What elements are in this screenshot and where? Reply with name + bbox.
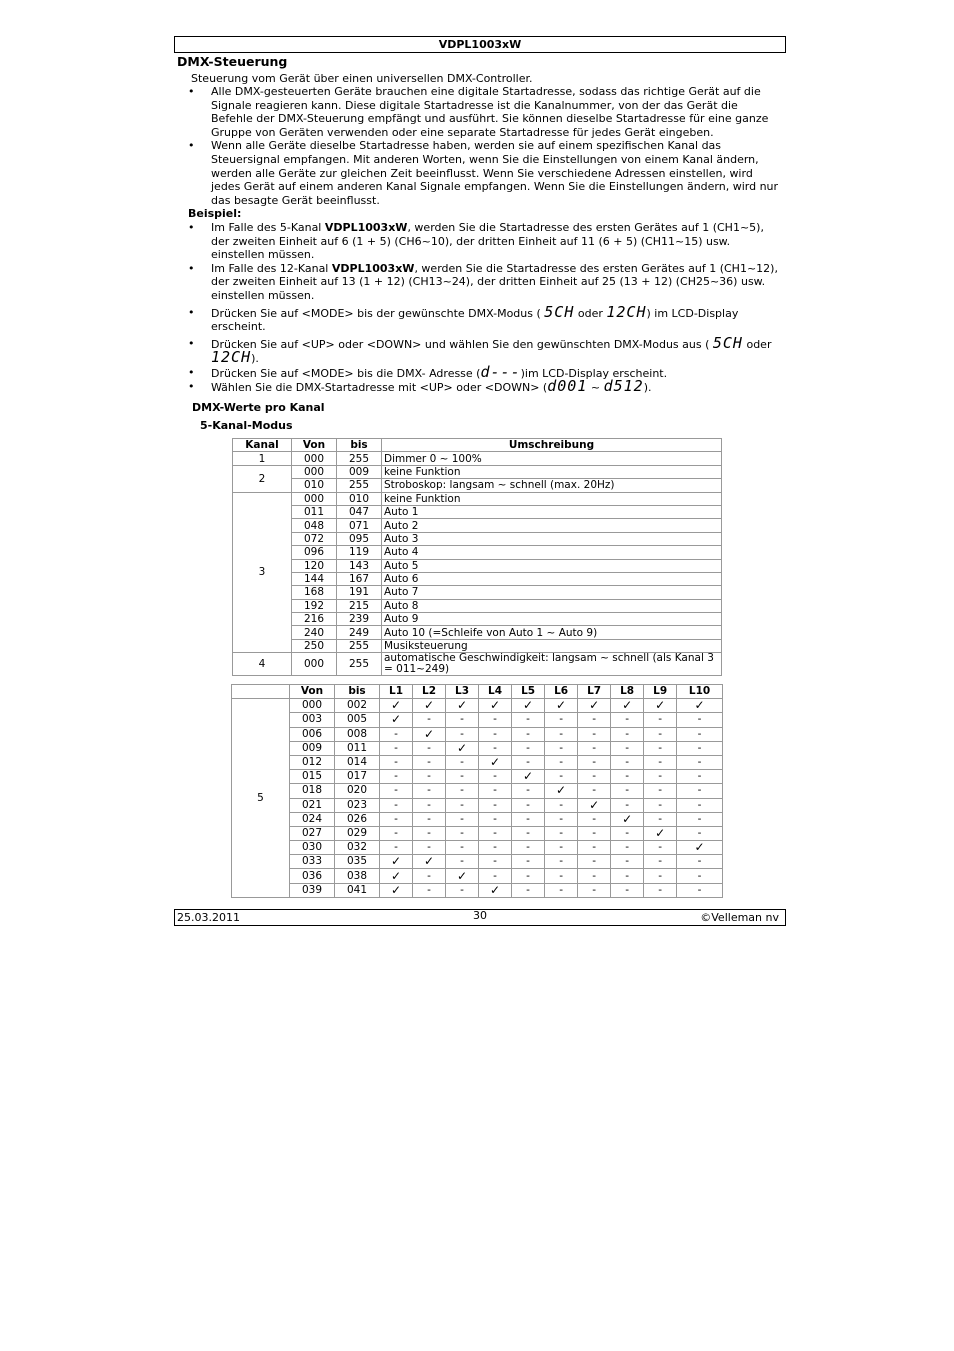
bullet-example-5ch: • Im Falle des 5-Kanal VDPL1003xW, werden Sie die Startadresse des ersten Gerätes auf 1 (CH1~5), der zweiten Einheit auf 6 (1 + 5) (CH6~10), der dritten Einheit auf 11 (6 + 5) (CH11~15) usw. einstellen müssen. bbox=[188, 221, 783, 262]
lamp-cell: - bbox=[413, 755, 446, 769]
channel5-table bbox=[231, 684, 723, 898]
lamp-cell: - bbox=[611, 770, 644, 784]
lamp-cell: - bbox=[677, 727, 723, 741]
lamp-cell: - bbox=[413, 883, 446, 897]
von-cell: 000 bbox=[292, 465, 337, 478]
lamp-cell: ✓ bbox=[413, 727, 446, 741]
table-row bbox=[233, 559, 722, 572]
table-row bbox=[233, 479, 722, 492]
bis-cell: 167 bbox=[337, 572, 382, 585]
bullet-step-start: • Wählen Sie die DMX-Startadresse mit <UP> oder <DOWN> (d001 ~ d512). bbox=[188, 380, 783, 395]
bis-cell: 032 bbox=[335, 841, 380, 855]
von-cell: 192 bbox=[292, 599, 337, 612]
lamp-cell: - bbox=[479, 727, 512, 741]
von-cell: 018 bbox=[290, 784, 335, 798]
lamp-cell: - bbox=[446, 770, 479, 784]
table-row bbox=[232, 755, 723, 769]
lamp-cell: - bbox=[479, 841, 512, 855]
table-row bbox=[233, 519, 722, 532]
lamp-cell: - bbox=[446, 727, 479, 741]
lamp-cell: ✓ bbox=[512, 699, 545, 713]
description-cell: keine Funktion bbox=[382, 465, 722, 478]
lamp-cell: - bbox=[413, 841, 446, 855]
lamp-cell: - bbox=[380, 826, 413, 840]
bis-cell: 255 bbox=[337, 452, 382, 465]
bis-cell: 047 bbox=[337, 505, 382, 518]
lamp-cell: - bbox=[512, 784, 545, 798]
bis-cell: 038 bbox=[335, 869, 380, 883]
lamp-cell: - bbox=[644, 798, 677, 812]
lamp-cell: - bbox=[677, 784, 723, 798]
lamp-cell: - bbox=[677, 855, 723, 869]
lamp-cell: - bbox=[479, 826, 512, 840]
description-cell: Auto 3 bbox=[382, 532, 722, 545]
lamp-cell: ✓ bbox=[644, 826, 677, 840]
kanal-cell: 4 bbox=[233, 653, 292, 676]
table-header: Von bbox=[290, 685, 335, 699]
lamp-cell: - bbox=[512, 798, 545, 812]
table-header: Von bbox=[292, 439, 337, 452]
lamp-cell: - bbox=[545, 883, 578, 897]
table-row bbox=[233, 505, 722, 518]
table-row bbox=[233, 492, 722, 505]
von-cell: 000 bbox=[292, 492, 337, 505]
table-row bbox=[232, 855, 723, 869]
bis-cell: 029 bbox=[335, 826, 380, 840]
lamp-cell: - bbox=[545, 798, 578, 812]
bis-cell: 071 bbox=[337, 519, 382, 532]
table-row bbox=[233, 653, 722, 676]
lcd-12ch: 12CH bbox=[606, 302, 647, 321]
lcd-5ch: 5CH bbox=[544, 302, 575, 321]
kanal-cell: 1 bbox=[233, 452, 292, 465]
table-row bbox=[233, 452, 722, 465]
lamp-cell: - bbox=[479, 869, 512, 883]
von-cell: 030 bbox=[290, 841, 335, 855]
von-cell: 039 bbox=[290, 883, 335, 897]
von-cell: 144 bbox=[292, 572, 337, 585]
table-row bbox=[232, 713, 723, 727]
table-header: L10 bbox=[677, 685, 723, 699]
lamp-cell: - bbox=[611, 784, 644, 798]
table-header: L5 bbox=[512, 685, 545, 699]
von-cell: 006 bbox=[290, 727, 335, 741]
lamp-cell: - bbox=[512, 841, 545, 855]
bis-cell: 002 bbox=[335, 699, 380, 713]
lamp-cell: - bbox=[677, 798, 723, 812]
lamp-cell: - bbox=[644, 855, 677, 869]
description-cell: Auto 6 bbox=[382, 572, 722, 585]
bis-cell: 119 bbox=[337, 546, 382, 559]
table-header: L4 bbox=[479, 685, 512, 699]
bis-cell: 249 bbox=[337, 626, 382, 639]
bis-cell: 035 bbox=[335, 855, 380, 869]
table-row bbox=[233, 626, 722, 639]
lamp-cell: - bbox=[644, 883, 677, 897]
lamp-cell: ✓ bbox=[578, 798, 611, 812]
table-header: Umschreibung bbox=[382, 439, 722, 452]
bullet-step-updown: • Drücken Sie auf <UP> oder <DOWN> und wählen Sie den gewünschten DMX-Modus aus ( 5CH oder 12CH). bbox=[188, 337, 783, 366]
von-cell: 072 bbox=[292, 532, 337, 545]
five-channel-heading: 5-Kanal-Modus bbox=[200, 419, 293, 432]
lcd-5ch: 5CH bbox=[712, 333, 743, 352]
von-cell: 003 bbox=[290, 713, 335, 727]
lamp-cell: - bbox=[446, 855, 479, 869]
lamp-cell: ✓ bbox=[446, 741, 479, 755]
description-cell: Dimmer 0 ~ 100% bbox=[382, 452, 722, 465]
lamp-cell: - bbox=[479, 784, 512, 798]
lamp-cell: ✓ bbox=[545, 699, 578, 713]
lamp-cell: - bbox=[512, 755, 545, 769]
von-cell: 027 bbox=[290, 826, 335, 840]
lamp-cell: - bbox=[413, 741, 446, 755]
intro-text: Steuerung vom Gerät über einen universellen DMX-Controller. bbox=[191, 72, 533, 85]
lamp-cell: ✓ bbox=[413, 855, 446, 869]
lamp-cell: - bbox=[545, 826, 578, 840]
table-row bbox=[233, 639, 722, 652]
lamp-cell: ✓ bbox=[677, 841, 723, 855]
lamp-cell: - bbox=[611, 855, 644, 869]
table-row bbox=[233, 572, 722, 585]
lamp-cell: - bbox=[512, 826, 545, 840]
table-header: L9 bbox=[644, 685, 677, 699]
lamp-cell: - bbox=[578, 727, 611, 741]
lamp-cell: - bbox=[545, 869, 578, 883]
lamp-cell: - bbox=[380, 812, 413, 826]
lamp-cell: - bbox=[479, 855, 512, 869]
lamp-cell: ✓ bbox=[545, 784, 578, 798]
lamp-cell: - bbox=[578, 755, 611, 769]
table-row bbox=[232, 883, 723, 897]
lamp-cell: ✓ bbox=[380, 869, 413, 883]
lamp-cell: - bbox=[611, 713, 644, 727]
lamp-cell: ✓ bbox=[611, 812, 644, 826]
von-cell: 011 bbox=[292, 505, 337, 518]
von-cell: 168 bbox=[292, 586, 337, 599]
table-row bbox=[232, 812, 723, 826]
bis-cell: 008 bbox=[335, 727, 380, 741]
lamp-cell: ✓ bbox=[380, 855, 413, 869]
section-title: DMX-Steuerung bbox=[177, 54, 288, 69]
lamp-cell: - bbox=[677, 869, 723, 883]
table-row bbox=[233, 613, 722, 626]
lamp-cell: - bbox=[644, 841, 677, 855]
lamp-cell: ✓ bbox=[446, 699, 479, 713]
table-header: L3 bbox=[446, 685, 479, 699]
lamp-cell: - bbox=[545, 755, 578, 769]
table-row bbox=[233, 532, 722, 545]
lamp-cell: - bbox=[644, 727, 677, 741]
table-row bbox=[232, 699, 723, 713]
von-cell: 120 bbox=[292, 559, 337, 572]
lamp-cell: - bbox=[446, 826, 479, 840]
von-cell: 024 bbox=[290, 812, 335, 826]
lamp-cell: - bbox=[578, 855, 611, 869]
description-cell: Auto 2 bbox=[382, 519, 722, 532]
table-row bbox=[232, 841, 723, 855]
footer-copyright: ©Velleman nv bbox=[700, 911, 779, 924]
lamp-cell: - bbox=[512, 713, 545, 727]
table-header: bis bbox=[337, 439, 382, 452]
lamp-cell: - bbox=[677, 741, 723, 755]
bis-cell: 215 bbox=[337, 599, 382, 612]
lamp-cell: - bbox=[413, 770, 446, 784]
description-cell: Auto 1 bbox=[382, 505, 722, 518]
von-cell: 015 bbox=[290, 770, 335, 784]
lamp-cell: - bbox=[479, 812, 512, 826]
von-cell: 000 bbox=[292, 452, 337, 465]
lamp-cell: - bbox=[446, 755, 479, 769]
lamp-cell: - bbox=[578, 841, 611, 855]
lamp-cell: ✓ bbox=[479, 755, 512, 769]
lamp-cell: ✓ bbox=[611, 699, 644, 713]
von-cell: 240 bbox=[292, 626, 337, 639]
lamp-cell: - bbox=[578, 784, 611, 798]
von-cell: 021 bbox=[290, 798, 335, 812]
page-header bbox=[174, 36, 786, 53]
description-cell: Auto 9 bbox=[382, 613, 722, 626]
lamp-cell: ✓ bbox=[578, 699, 611, 713]
lamp-cell: - bbox=[446, 798, 479, 812]
lamp-cell: ✓ bbox=[446, 869, 479, 883]
lamp-cell: - bbox=[611, 826, 644, 840]
lamp-cell: - bbox=[545, 727, 578, 741]
lamp-cell: - bbox=[644, 784, 677, 798]
bis-cell: 020 bbox=[335, 784, 380, 798]
lamp-cell: - bbox=[578, 883, 611, 897]
dmx-values-heading: DMX-Werte pro Kanal bbox=[192, 401, 325, 414]
lamp-cell: ✓ bbox=[479, 699, 512, 713]
lamp-cell: - bbox=[578, 812, 611, 826]
lamp-cell: - bbox=[413, 798, 446, 812]
lamp-cell: - bbox=[380, 770, 413, 784]
description-cell: Auto 8 bbox=[382, 599, 722, 612]
footer-date: 25.03.2011 bbox=[177, 911, 240, 924]
table-header: Kanal bbox=[233, 439, 292, 452]
example-label: Beispiel: bbox=[188, 207, 242, 221]
von-cell: 000 bbox=[292, 653, 337, 676]
instructions bbox=[188, 85, 783, 395]
kanal-cell: 2 bbox=[233, 465, 292, 492]
lamp-cell: - bbox=[512, 883, 545, 897]
lamp-cell: - bbox=[380, 755, 413, 769]
bis-cell: 009 bbox=[337, 465, 382, 478]
description-cell: Stroboskop: langsam ~ schnell (max. 20Hz) bbox=[382, 479, 722, 492]
table-row bbox=[232, 798, 723, 812]
bis-cell: 191 bbox=[337, 586, 382, 599]
description-cell: automatische Geschwindigkeit: langsam ~ schnell (als Kanal 3 = 011~249) bbox=[382, 653, 722, 676]
header-title: VDPL1003xW bbox=[438, 38, 522, 51]
description-cell: Auto 5 bbox=[382, 559, 722, 572]
lamp-cell: - bbox=[578, 770, 611, 784]
lamp-cell: - bbox=[512, 869, 545, 883]
kanal-empty-header bbox=[232, 685, 290, 699]
lamp-cell: - bbox=[545, 713, 578, 727]
bullet-step-mode: • Drücken Sie auf <MODE> bis der gewünschte DMX-Modus ( 5CH oder 12CH) im LCD-Display erscheint. bbox=[188, 306, 783, 334]
lamp-cell: - bbox=[677, 770, 723, 784]
lamp-cell: - bbox=[644, 741, 677, 755]
bullet-same-address: • Wenn alle Geräte dieselbe Startadresse haben, werden sie auf einem spezifischen Kanal das Steuersignal empfangen. Mit anderen Worten, wenn Sie die Einstellungen von einem Kanal ändern, werden alle Geräte zur gleichen Zeit beeinflusst. Wenn Sie verschiedene Adressen einstellen, wird jedes Gerät auf einem anderen Kanal Signale empfangen. Wenn Sie die Einstellungen ändern, wird nur das besagte Gerät beeinflusst. bbox=[188, 139, 783, 207]
page-footer bbox=[174, 909, 786, 926]
lamp-cell: - bbox=[677, 755, 723, 769]
bis-cell: 023 bbox=[335, 798, 380, 812]
lamp-cell: - bbox=[611, 741, 644, 755]
description-cell: Auto 4 bbox=[382, 546, 722, 559]
lamp-cell: ✓ bbox=[380, 699, 413, 713]
lamp-cell: - bbox=[512, 741, 545, 755]
bis-cell: 026 bbox=[335, 812, 380, 826]
bis-cell: 255 bbox=[337, 479, 382, 492]
table-row bbox=[232, 770, 723, 784]
lamp-cell: - bbox=[611, 869, 644, 883]
lamp-cell: - bbox=[677, 883, 723, 897]
lamp-cell: - bbox=[512, 812, 545, 826]
lamp-cell: - bbox=[446, 812, 479, 826]
lamp-cell: - bbox=[413, 812, 446, 826]
lamp-cell: ✓ bbox=[677, 699, 723, 713]
kanal-cell: 5 bbox=[232, 699, 290, 898]
lamp-cell: - bbox=[545, 741, 578, 755]
lamp-cell: - bbox=[611, 727, 644, 741]
lamp-cell: - bbox=[611, 798, 644, 812]
lamp-cell: - bbox=[611, 883, 644, 897]
lamp-cell: - bbox=[611, 841, 644, 855]
lamp-cell: - bbox=[644, 713, 677, 727]
lamp-cell: - bbox=[512, 855, 545, 869]
lamp-cell: - bbox=[644, 869, 677, 883]
lamp-cell: - bbox=[545, 812, 578, 826]
description-cell: Auto 7 bbox=[382, 586, 722, 599]
lamp-cell: - bbox=[512, 727, 545, 741]
footer-page-number: 30 bbox=[473, 909, 487, 922]
lamp-cell: - bbox=[446, 784, 479, 798]
von-cell: 036 bbox=[290, 869, 335, 883]
lamp-cell: - bbox=[644, 755, 677, 769]
table-header: L6 bbox=[545, 685, 578, 699]
description-cell: Auto 10 (=Schleife von Auto 1 ~ Auto 9) bbox=[382, 626, 722, 639]
description-cell: Musiksteuerung bbox=[382, 639, 722, 652]
lamp-cell: - bbox=[380, 798, 413, 812]
bullet-start-address: • Alle DMX-gesteuerten Geräte brauchen eine digitale Startadresse, sodass das richtige Gerät auf die Signale reagieren kann. Diese digitale Startadresse ist die Kanalnummer, von der das Gerät die Befehle der DMX-Steuerung empfängt und ausführt. Sie können dieselbe Startadresse für eine ganze Gruppe von Geräten verwenden oder eine separate Startadresse für jedes Gerät eingeben. bbox=[188, 85, 783, 139]
bis-cell: 010 bbox=[337, 492, 382, 505]
lamp-cell: - bbox=[644, 812, 677, 826]
lamp-cell: - bbox=[380, 741, 413, 755]
von-cell: 216 bbox=[292, 613, 337, 626]
lamp-cell: ✓ bbox=[380, 713, 413, 727]
lamp-cell: - bbox=[446, 883, 479, 897]
bis-cell: 041 bbox=[335, 883, 380, 897]
lamp-cell: ✓ bbox=[512, 770, 545, 784]
lamp-cell: - bbox=[545, 841, 578, 855]
lamp-cell: - bbox=[677, 713, 723, 727]
lamp-cell: ✓ bbox=[413, 699, 446, 713]
lamp-cell: ✓ bbox=[380, 883, 413, 897]
bullet-example-12ch: • Im Falle des 12-Kanal VDPL1003xW, werden Sie die Startadresse des ersten Gerätes auf 1 (CH1~12), der zweiten Einheit auf 13 (1 + 12) (CH13~24), der dritten Einheit auf 25 (13 + 12) (CH25~36) usw. einstellen müssen. bbox=[188, 262, 783, 303]
lamp-cell: - bbox=[611, 755, 644, 769]
kanal-cell: 3 bbox=[233, 492, 292, 653]
lcd-address: d--- bbox=[480, 362, 521, 381]
von-cell: 033 bbox=[290, 855, 335, 869]
von-cell: 012 bbox=[290, 755, 335, 769]
table-row bbox=[232, 826, 723, 840]
lamp-cell: - bbox=[413, 869, 446, 883]
lamp-cell: - bbox=[380, 841, 413, 855]
lamp-cell: - bbox=[380, 727, 413, 741]
lamp-cell: - bbox=[545, 770, 578, 784]
bis-cell: 255 bbox=[337, 639, 382, 652]
bis-cell: 014 bbox=[335, 755, 380, 769]
lamp-cell: ✓ bbox=[479, 883, 512, 897]
bis-cell: 239 bbox=[337, 613, 382, 626]
lamp-cell: - bbox=[413, 713, 446, 727]
bullet-step-address: • Drücken Sie auf <MODE> bis die DMX- Adresse (d---)im LCD-Display erscheint. bbox=[188, 366, 783, 381]
lamp-cell: - bbox=[578, 869, 611, 883]
lamp-cell: - bbox=[545, 855, 578, 869]
lamp-cell: - bbox=[446, 713, 479, 727]
table-row bbox=[233, 465, 722, 478]
table-row bbox=[233, 599, 722, 612]
lamp-cell: - bbox=[380, 784, 413, 798]
bis-cell: 255 bbox=[337, 653, 382, 676]
lamp-cell: - bbox=[644, 770, 677, 784]
lamp-cell: - bbox=[677, 812, 723, 826]
lcd-12ch: 12CH bbox=[211, 348, 252, 367]
lamp-cell: ✓ bbox=[644, 699, 677, 713]
table-row bbox=[232, 741, 723, 755]
lamp-cell: - bbox=[578, 713, 611, 727]
von-cell: 000 bbox=[290, 699, 335, 713]
lcd-d001: d001 bbox=[547, 377, 588, 396]
table-row bbox=[232, 784, 723, 798]
table-row bbox=[233, 546, 722, 559]
von-cell: 250 bbox=[292, 639, 337, 652]
bis-cell: 143 bbox=[337, 559, 382, 572]
lamp-cell: - bbox=[677, 826, 723, 840]
bis-cell: 095 bbox=[337, 532, 382, 545]
lamp-cell: - bbox=[413, 826, 446, 840]
bis-cell: 017 bbox=[335, 770, 380, 784]
lamp-cell: - bbox=[479, 770, 512, 784]
von-cell: 096 bbox=[292, 546, 337, 559]
description-cell: keine Funktion bbox=[382, 492, 722, 505]
table-header: bis bbox=[335, 685, 380, 699]
lamp-cell: - bbox=[578, 826, 611, 840]
table-header: L8 bbox=[611, 685, 644, 699]
bis-cell: 005 bbox=[335, 713, 380, 727]
von-cell: 010 bbox=[292, 479, 337, 492]
table-row bbox=[233, 586, 722, 599]
lamp-cell: - bbox=[413, 784, 446, 798]
von-cell: 009 bbox=[290, 741, 335, 755]
von-cell: 048 bbox=[292, 519, 337, 532]
lamp-cell: - bbox=[479, 713, 512, 727]
lamp-cell: - bbox=[479, 798, 512, 812]
channel-table bbox=[232, 438, 722, 676]
lamp-cell: - bbox=[578, 741, 611, 755]
table-header: L7 bbox=[578, 685, 611, 699]
lamp-cell: - bbox=[446, 841, 479, 855]
table-header: L2 bbox=[413, 685, 446, 699]
lcd-d512: d512 bbox=[603, 377, 644, 396]
bis-cell: 011 bbox=[335, 741, 380, 755]
table-header: L1 bbox=[380, 685, 413, 699]
lamp-cell: - bbox=[479, 741, 512, 755]
table-row bbox=[232, 869, 723, 883]
table-row bbox=[232, 727, 723, 741]
